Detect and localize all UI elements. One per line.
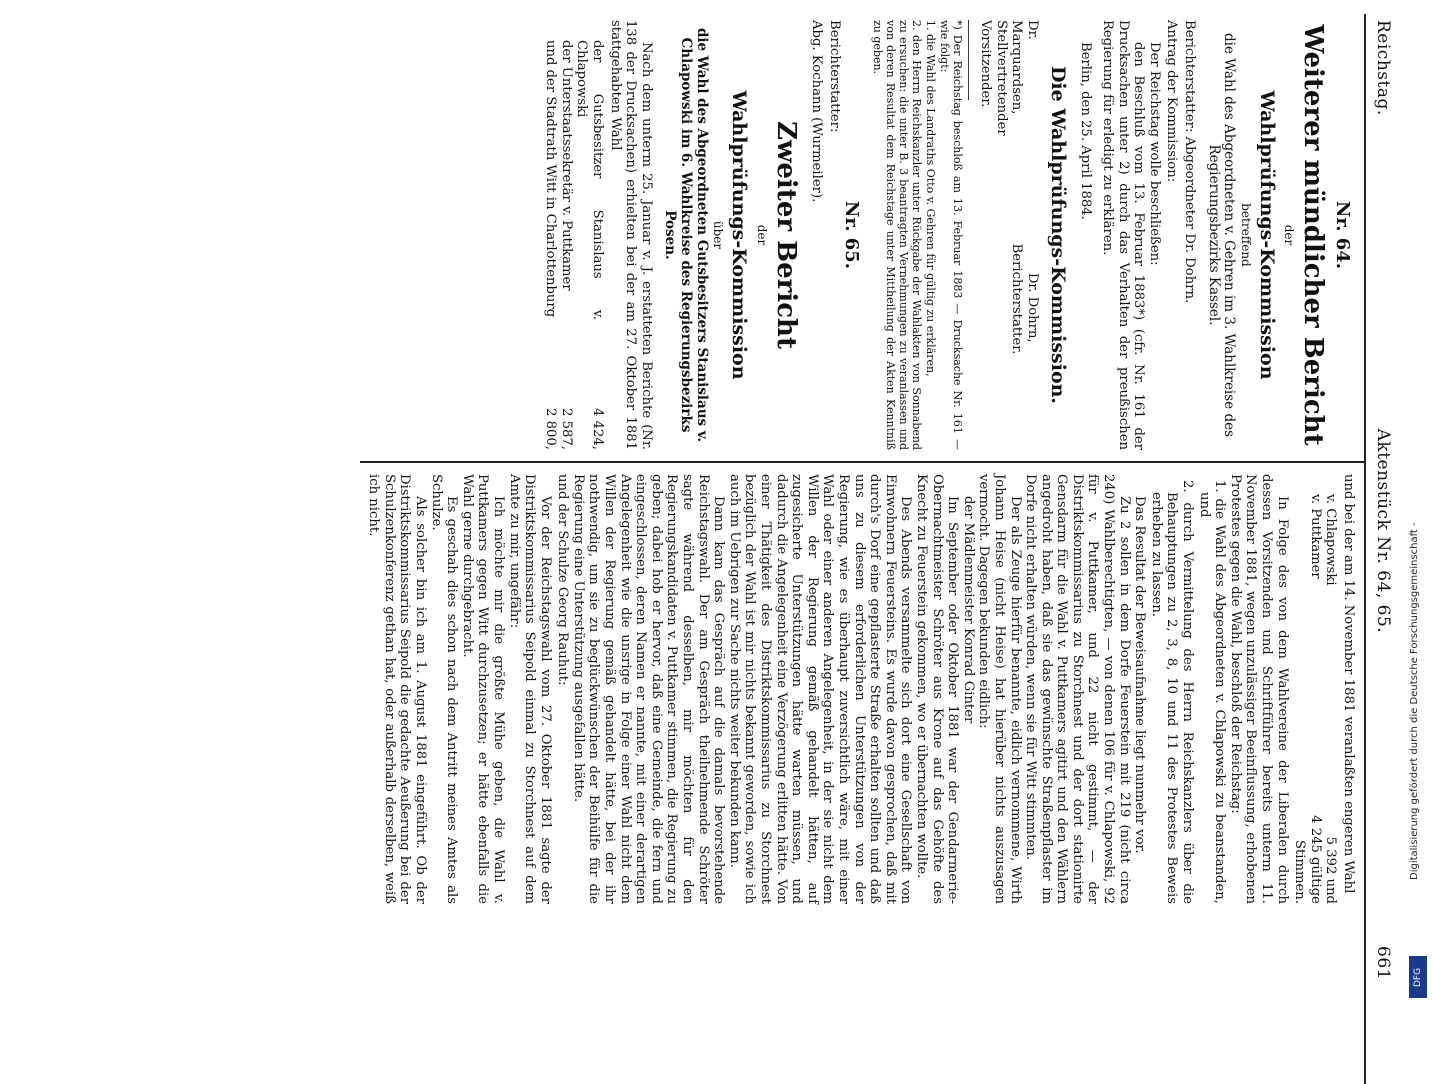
- column-divider: [360, 461, 1366, 463]
- commission2-title: Wahlprüfungs-Kommission: [728, 90, 751, 380]
- paragraph-r13: Es geschah dies schon nach dem Antritt meines Amtes als Schulze.: [428, 474, 460, 904]
- paragraph-r11: Vor der Reichstagswahl vom 27. Oktober 1881 sagte der Distriktskommissarius Seipold einmal zu Storchnest auf dem Amte zu mir, ungefähr:: [506, 474, 553, 904]
- antrag-text: Der Reichstag wolle beschließen:: [1146, 42, 1162, 266]
- paragraph-r8: Des Abends versammelte sich dort eine Gesellschaft von Einwohnern Feuersteins. Es wurde davon gesprochen, daß mit durch's Dorf eine gepflasterte Straße erhalten sollten und daß uns zu diesem erforderlichen Unterstützungen von der Regierung, wie es überhaupt zuversichtlich wäre, mit einer Wahl oder einer anderen Angelegenheit, in der sie nicht dem Willen der Regierung gemäß gehandelt hätten, auf zugesicherte Unterstützungen hätte warten müssen, und dadurch die Angelegenheit eine Verzögerung erlitten hätte. Von einer Thätigkeit des Distriktskommissarius zu Storchnest bezüglich der Wahl ist mir nichts bekannt geworden, sowie ich auch im Uebrigen zur Sache nichts weiter bekunden kann.: [726, 474, 914, 904]
- commission-name: Die Wahlprüfungs-Kommission.: [1046, 65, 1069, 405]
- list-item: 2. durch Vermittelung des Herrn Reichskanzlers über die Behauptungen zu 2, 3, 8, 10 und 11 des Protestes Beweis erheben zu lassen.: [1148, 480, 1196, 904]
- candidate-votes: 4 245 gültige Stimmen.: [1292, 815, 1323, 904]
- list-item: 1. die Wahl des Abgeordneten v. Chlapowski zu beanstanden, und: [1196, 480, 1228, 904]
- results-table-1: [543, 40, 605, 450]
- paragraph-r6: der Mädlenmeister Konrad Ginter: [960, 496, 976, 724]
- signatures: [978, 20, 1040, 450]
- dfg-logo: DFG: [1409, 956, 1427, 998]
- candidate-votes: 5 392 und: [1323, 836, 1339, 904]
- report-subject: die Wahl des Abgeordneten v. Gehren im 3. Wahlkreise des Regierungsbezirks Kassel.: [1205, 32, 1238, 438]
- table-row: [574, 40, 605, 450]
- der2-label: der: [754, 224, 769, 246]
- candidate-name: und der Stadtrath Witt in Charlottenburg: [543, 40, 559, 318]
- digitization-sidebar: [1405, 0, 1432, 1000]
- report2-subject: die Wahl des Abgeordneten Gutsbesitzers Stanislaus v. Chlapowski im 6. Wahlkreise des Regierungsbezirks Posen.: [662, 27, 710, 443]
- header-rule: [1364, 14, 1366, 1084]
- paragraph-r1: und bei der am 14. November 1881 veranlaßten engeren Wahl: [1341, 474, 1356, 894]
- funding-note: Digitalisierung gefördert durch die Deutsche Forschungsgemeinschaft -: [1409, 522, 1420, 880]
- paragraph-r4: Zu 2 sollen in dem Dorfe Feuerstein mit 219 (nicht circa 240) Wahlberechtigten, — von denen 106 für v. Chlapowski, 92 für v. Puttkamer, und 22 nicht gestimmt, — der Distriktskommissarius zu Storchnest und der dort stationirte Gensdarm für die Wahl v. Puttkamers agitirt und den Wählern angedroht haben, daß sie das gewünschte Straßenpflaster im Dorfe nicht erhalten würden, wenn sie für Witt stimmten.: [1023, 474, 1132, 904]
- date-place: Berlin, den 25. April 1884.: [1078, 42, 1094, 220]
- ueber-label: über: [711, 220, 726, 250]
- running-head: [1368, 20, 1398, 980]
- candidate-votes: 2 800,: [543, 408, 559, 450]
- paragraph-r7: Im September oder Oktober 1881 war der Gendarmerie-Obermachtmeister Schröter aus Krone auf das Gehöfte des Knecht zu Feuerstein gekommen, wo er übernachten wollte.: [913, 474, 961, 904]
- table-row: [1292, 494, 1323, 904]
- commission-title: Wahlprüfungs-Kommission: [1255, 90, 1278, 380]
- table-row: [558, 40, 574, 450]
- table-row: [543, 40, 559, 450]
- candidate-name: v. Chlapowski: [1323, 494, 1339, 586]
- paragraph-1: Nach dem unterm 25. Januar v. J. erstatteten Berichte (Nr. 138 der Drucksachen) erhielten bei der am 27. Oktober 1881 stattgehabten Wahl: [607, 20, 654, 450]
- candidate-votes: 4 424,: [589, 408, 605, 450]
- report2-title: Zweiter Bericht: [770, 121, 801, 349]
- paragraph-r9: Dann kam das Gespräch auf die damals bevorstehende Reichstagswahl. Der am Gespräch theilnehmende Schröter sagte während desselben, mir möchten für den Regierungskandidaten v. Puttkamer stimmen, die Regierung zu geben; dabei hob er hervor, daß eine Gemeinde, die fern und eingeschlossen, deren Namen er nannte, mit einer derartigen Angelegenheit wie die unsrige in Folge einer Wahl nicht dem Willen der Regierung gemäß gehandelt hätte, bei der ihr nothwendig, um sie zu beglückwünschen der Beihülfe für die Regierung eine Unterstützung ausgefallen hätte.: [570, 474, 727, 904]
- berichterstatter2-name: Abg. Kochann (Wurmeiler).: [809, 20, 825, 203]
- right-column: [366, 474, 1356, 904]
- paragraph-r3: Das Resultat der Beweisaufnahme liegt nunmehr vor.: [1132, 496, 1148, 854]
- betreffend-label: betreffend: [1238, 203, 1253, 267]
- results-table-2: [1292, 494, 1339, 904]
- report-number-64: Nr. 64.: [1332, 200, 1353, 270]
- antrag-heading: Antrag der Kommission:: [1164, 20, 1180, 183]
- sig-right-name: Dr. Dohrn,: [1024, 272, 1040, 343]
- paragraph-r5: Der als Zeuge hierfür benannte, eidlich vernommene, Wirth Johann Heise (nicht Heise) hat hierüber nichts auszusagen vermocht. Dagegen bekunden eidlich:: [976, 474, 1023, 904]
- paragraph-r2: In Folge des von dem Wahlvereine der Liberalen durch dessen Vorsitzenden und Schriftführer bereits unterm 11. November 1881, wegen unzulässiger Beeinflussung, erhobenen Protestes gegen die Wahl, beschloß der Reichstag:: [1227, 474, 1290, 904]
- sig-left-name: Dr. Marquardsen,: [1009, 20, 1040, 115]
- report-number-65: Nr. 65.: [841, 200, 863, 270]
- footnote-3: 2. den Herrn Reichskanzler unter Rückgabe der Wahlakten von Sonnabend zu ersuchen: die unter B. 3 beantragten Vernehmungen zu veranlassen und von deren Resultat dem Reichstage unter Mittheilung der Akten Kenntniß zu geben.: [871, 20, 924, 450]
- running-head-left: Reichstag.: [1373, 20, 1393, 116]
- antrag-body: den Beschluß vom 13. Februar 1883*) (cfr. Nr. 161 der Drucksachen unter 2) durch das Verhalten der preußischen Regierung für erledigt zu erklären.: [1100, 20, 1147, 450]
- berichterstatter-line: Berichterstatter: Abgeordneter Dr. Dohrn.: [1182, 20, 1198, 304]
- berichterstatter2-heading: Berichterstatter:: [826, 20, 842, 133]
- paragraph-r12: Ich möchte mir die größte Mühe geben, die Wahl v. Puttkamers gegen Witt durchzusetzen; er hätte ebenfalls die Wahl gerne durchgebracht.: [459, 474, 506, 904]
- page-number: 661: [1373, 946, 1393, 980]
- der-label: der: [1282, 224, 1297, 246]
- paragraph-r10: und der Schulze Georg Rauhut:: [555, 474, 571, 686]
- candidate-votes: 2 587,: [558, 408, 574, 450]
- candidate-name: v. Puttkamer: [1307, 494, 1323, 579]
- paragraph-r14: Als solcher bin ich am 1. August 1881 eingeführt. Ob der Distriktskommissarius Seipold die gedachte Aeußerung bei der Schulzenkonferenz gethan hat, oder außerhalb derselben, weiß ich nicht.: [366, 474, 428, 904]
- candidate-name: der Gutsbesitzer Stanislaus v. Chlapowski: [574, 40, 605, 320]
- footnote-1: *) Der Reichstag beschloß am 13. Februar 1883 — Drucksache Nr. 161 — wie folgt:: [938, 20, 965, 450]
- sig-right-role: Berichterstatter.: [1009, 243, 1025, 355]
- table-row: [1323, 494, 1339, 904]
- sig-left-role: Stellvertretender Vorsitzender.: [978, 20, 1009, 136]
- left-column: [541, 20, 1356, 450]
- footnote-rule: [969, 20, 970, 100]
- running-head-middle: Aktenstück Nr. 64, 65.: [1373, 428, 1393, 634]
- report-title: Weiterer mündlicher Bericht: [1298, 24, 1329, 446]
- candidate-name: der Unterstaatssekretär v. Puttkamer: [558, 40, 574, 291]
- footnote-2: 1. die Wahl des Landraths Otto v. Gehren für gültig zu erklären,: [924, 20, 938, 377]
